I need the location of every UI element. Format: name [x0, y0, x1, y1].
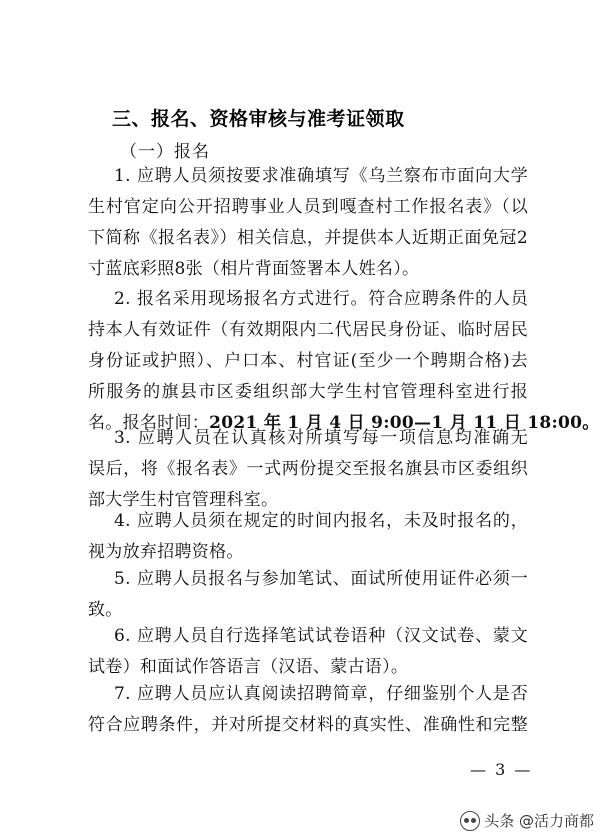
paragraph-line: 部大学生村官管理科室。 [88, 490, 279, 510]
paragraph-line: 5. 应聘人员报名与参加笔试、面试所使用证件必须一 [114, 569, 528, 589]
watermark [456, 808, 598, 833]
paragraph-7 [88, 679, 528, 741]
toutiao-logo-icon [460, 811, 480, 831]
paragraph-2 [88, 284, 600, 439]
registration-time: 2021 年 1 月 4 日 9:00—1 月 11 日 18:00。 [209, 413, 600, 433]
paragraph-line: 致。 [88, 600, 123, 620]
paragraph-line: 持本人有效证件（有效期限内二代居民身份证、临时居民 [88, 320, 528, 340]
section-heading: 三、报名、资格审核与准考证领取 [112, 108, 405, 130]
paragraph-line: 寸蓝底彩照8张（相片背面签署本人姓名）。 [88, 259, 420, 279]
paragraph-line: 4. 应聘人员须在规定的时间内报名，未及时报名的， [114, 511, 528, 531]
paragraph-line: 符合应聘条件，并对所提交材料的真实性、准确性和完整 [88, 715, 528, 735]
paragraph-5 [88, 564, 528, 626]
paragraph-3 [88, 423, 528, 516]
paragraph-line: 身份证或护照）、户口本、村官证(至少一个聘期合格)去 [88, 351, 528, 371]
paragraph-line: 7. 应聘人员应认真阅读招聘简章，仔细鉴别个人是否 [114, 684, 528, 704]
paragraph-6 [88, 621, 528, 683]
paragraph-1 [88, 161, 528, 285]
paragraph-line: 误后，将《报名表》一式两份提交至报名旗县市区委组织 [88, 459, 528, 479]
paragraph-line: 3. 应聘人员在认真核对所填写每一项信息均准确无 [114, 428, 528, 448]
paragraph-line: 2. 报名采用现场报名方式进行。符合应聘条件的人员 [114, 289, 528, 309]
registration-label: 名。报名时间： [88, 413, 210, 433]
paragraph-line: 1. 应聘人员须按要求准确填写《乌兰察布市面向大学 [114, 166, 528, 186]
paragraph-line: 视为放弃招聘资格。 [88, 542, 244, 562]
page-number: — 3 — [470, 760, 533, 779]
paragraph-line: 试卷）和面试作答语言（汉语、蒙古语）。 [88, 657, 409, 677]
paragraph-line: 6. 应聘人员自行选择笔试试卷语种（汉文试卷、蒙文 [114, 626, 528, 646]
paragraph-line: 生村官定向公开招聘事业人员到嘎查村工作报名表》（以 [88, 197, 528, 217]
watermark-text: 头条 @活力商都 [484, 812, 594, 830]
paragraph-line: 所服务的旗县市区委组织部大学生村官管理科室进行报 [88, 382, 528, 402]
paragraph-4 [88, 506, 528, 568]
subsection-heading: （一）报名 [120, 142, 210, 162]
paragraph-line: 下简称《报名表》）相关信息，并提供本人近期正面免冠2 [88, 228, 528, 248]
